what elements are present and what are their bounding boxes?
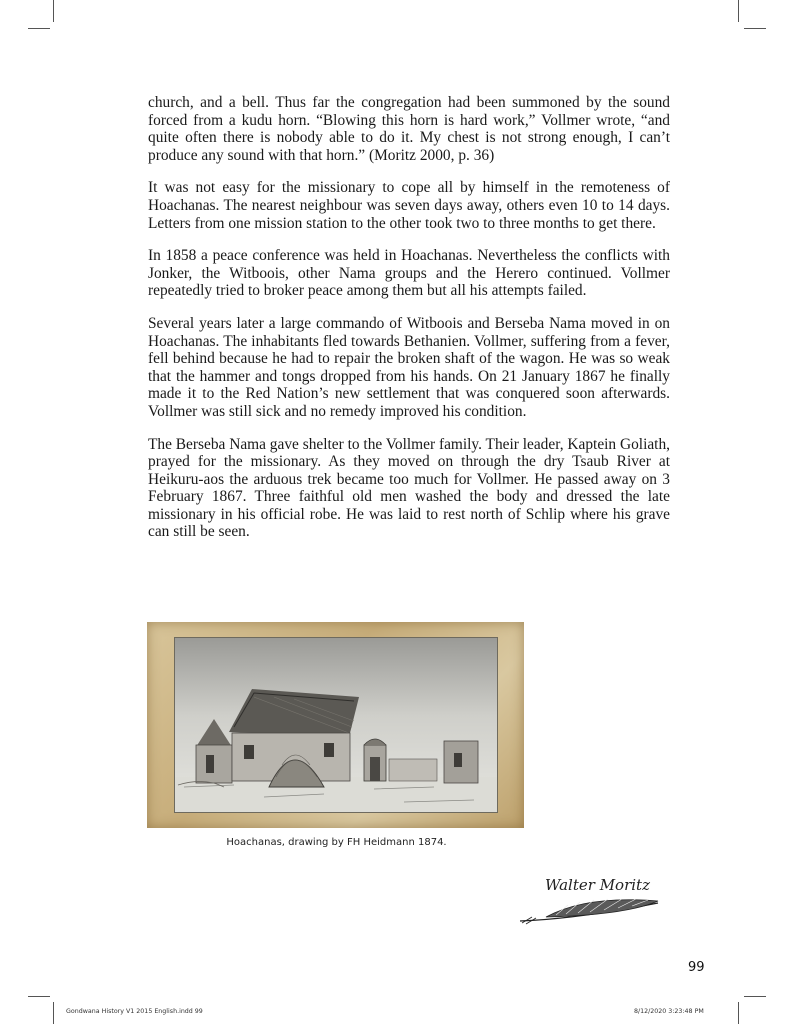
print-slug-date: 8/12/2020 3:23:48 PM <box>634 1008 704 1015</box>
paragraph: It was not easy for the missionary to cope all by himself in the remoteness of Hoachanas. The nearest neighbour was seven days away, others even 10 to 14 days. Letters from one mission station to the other took two to three months to get there. <box>148 179 670 232</box>
paragraph: Several years later a large commando of Witboois and Berseba Nama moved in on Hoachanas. The inhabitants fled towards Bethanien. Vollmer, suffering from a fever, fell behind because he had to repair the broken shaft of the wagon. He was so weak that the hammer and tongs dropped from his hands. On 21 January 1867 he finally made it to the Red Nation’s new settlement that was conquered soon afterwards. Vollmer was still sick and no remedy improved his condition. <box>148 314 670 420</box>
paragraph: In 1858 a peace conference was held in Hoachanas. Nevertheless the conflicts with Jonker, the Witboois, other Nama groups and the Herero continued. Vollmer repeatedly tried to broker peace among them but all his attempts failed. <box>148 247 670 300</box>
crop-mark <box>28 28 50 29</box>
crop-mark <box>738 1002 739 1024</box>
body-text <box>148 94 670 556</box>
paragraph: The Berseba Nama gave shelter to the Vollmer family. Their leader, Kaptein Goliath, prayed for the missionary. As they moved on through the dry Tsaub River at Heikuru-aos the arduous trek became too much for Vollmer. He passed away on 3 February 1867. Three faithful old men washed the body and dressed the late missionary in his official robe. He was laid to rest north of Schlip where his grave can still be seen. <box>148 435 670 541</box>
crop-mark <box>744 996 766 997</box>
feather-icon <box>516 893 662 925</box>
crop-mark <box>744 28 766 29</box>
historical-drawing <box>147 622 524 828</box>
print-slug-file: Gondwana History V1 2015 English.indd 99 <box>66 1008 203 1015</box>
crop-mark <box>53 0 54 22</box>
crop-mark <box>53 1002 54 1024</box>
figure-caption: Hoachanas, drawing by FH Heidmann 1874. <box>226 837 447 848</box>
paragraph: church, and a bell. Thus far the congregation had been summoned by the sound forced from a kudu horn. “Blowing this horn is hard work,” Vollmer wrote, “and quite often there is nobody able to do it. My chest is not strong enough, I can’t produce any sound with that horn.” (Moritz 2000, p. 36) <box>148 94 670 164</box>
author-signature: Walter Moritz <box>545 876 650 894</box>
crop-mark <box>28 996 50 997</box>
hoachanas-drawing <box>174 637 498 813</box>
page-number: 99 <box>688 960 705 975</box>
crop-mark <box>738 0 739 22</box>
